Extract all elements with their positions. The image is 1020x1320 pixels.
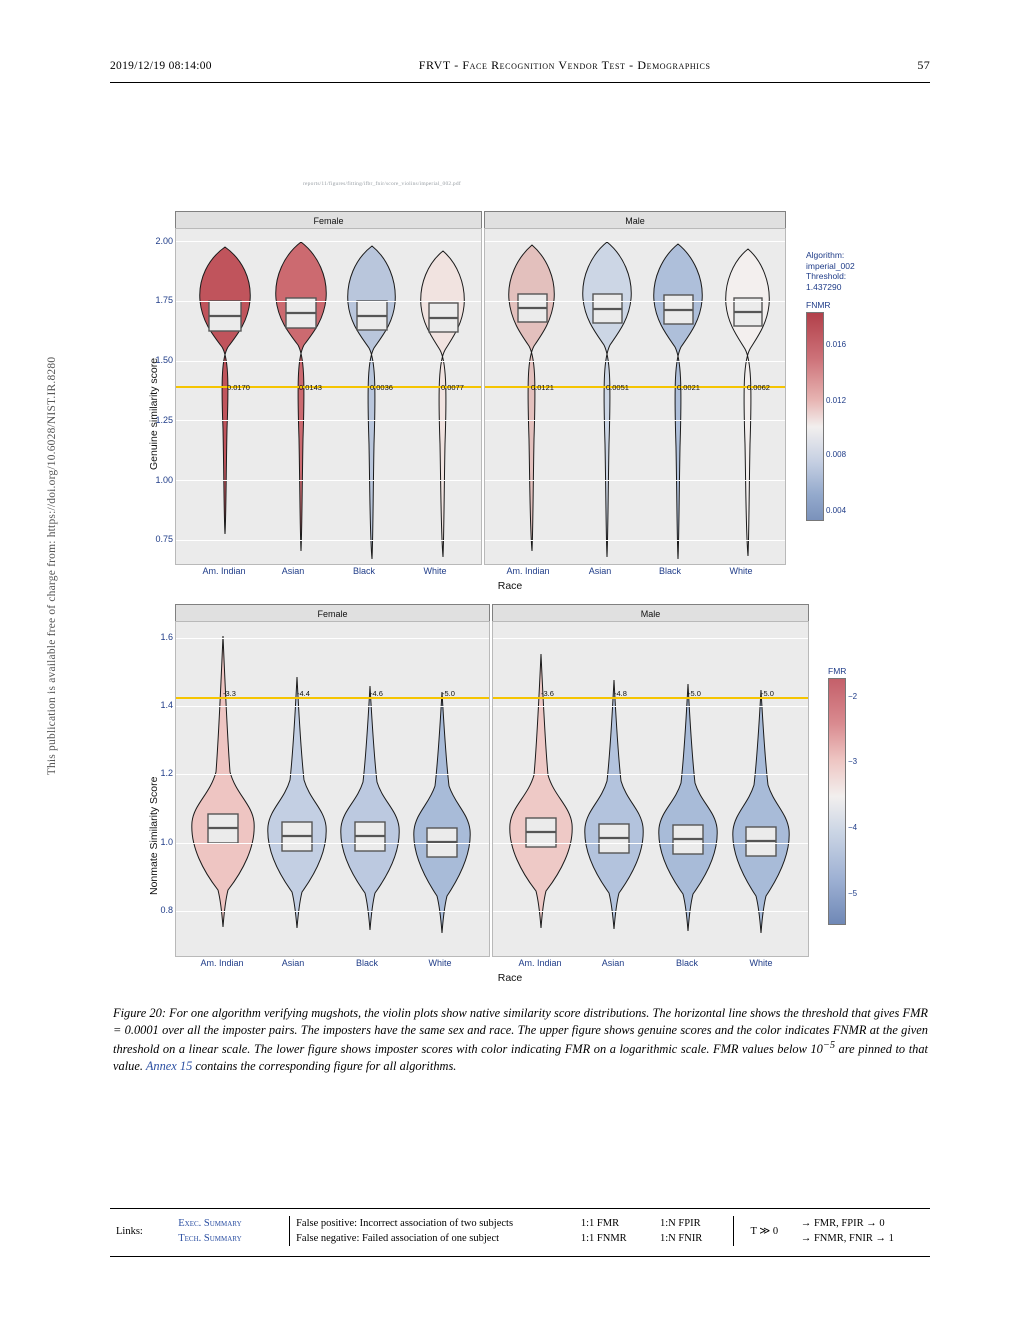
imposter-female-fmr-white: -5.0 (442, 689, 455, 698)
caption-label: Figure 20: (113, 1006, 166, 1020)
imposter-facet-strip-male: Male (492, 604, 809, 623)
figure-caption (113, 1005, 928, 1076)
imposter-xtick-female-white: White (428, 958, 452, 968)
footer-limit-2: → FNMR, FNIR → 1 (800, 1233, 894, 1245)
imposter-legend (828, 666, 928, 925)
footer-link-exec-summary[interactable]: Exec. Summary (178, 1218, 242, 1229)
genuine-male-fnmr-white: 0.0062 (747, 383, 770, 392)
genuine-xtick-male-white: White (729, 566, 753, 576)
imposter-xtick-male-black: Black (675, 958, 698, 968)
footer-def-2-desc: False negative: Failed association of one subject (290, 1231, 575, 1246)
imposter-male-violins (493, 622, 808, 956)
imposter-ytick-0.8: 0.8 (160, 905, 173, 915)
legend-fnmr-tick-1: 0.012 (826, 395, 847, 405)
legend-fnmr-tick-2: 0.008 (826, 449, 847, 459)
footer-def-2-one-to-n: 1:N FNIR (660, 1233, 703, 1245)
genuine-xtick-male-am-indian: Am. Indian (506, 566, 550, 576)
legend-fnmr-tick-0: 0.016 (826, 339, 847, 349)
publication-side-note: This publication is available free of charge from: https://doi.org/10.6028/NIST.IR.8280 (46, 356, 58, 776)
legend-fmr-tick-1: −3 (848, 757, 858, 766)
imposter-xtick-male-asian: Asian (601, 958, 625, 968)
header-date: 2019/12/19 08:14:00 (110, 60, 212, 72)
footer-def-1-one-to-one: 1:1 FMR (580, 1218, 620, 1229)
genuine-male-fnmr-am-indian: 0.0121 (531, 383, 554, 392)
footer-top-rule (110, 1208, 930, 1209)
imposter-xtick-male-am-indian: Am. Indian (518, 958, 562, 968)
imposter-female-violins (176, 622, 489, 956)
genuine-y-axis-title: Genuine similarity score (148, 357, 160, 470)
imposter-male-fmr-am-indian: -3.6 (541, 689, 554, 698)
genuine-female-threshold-line (176, 386, 481, 388)
caption-exponent: −5 (822, 1040, 835, 1052)
page-header (110, 58, 930, 73)
legend-algorithm-value: imperial_002 (806, 260, 855, 271)
genuine-facet-strip-female: Female (175, 211, 482, 230)
imposter-xtick-female-asian: Asian (281, 958, 305, 968)
imposter-male-fmr-black: -5.0 (688, 689, 701, 698)
genuine-male-threshold-line (485, 386, 785, 388)
legend-threshold-label: Threshold: (806, 271, 847, 282)
imposter-ytick-1.4: 1.4 (160, 700, 173, 710)
genuine-ytick-1.00: 1.00 (155, 475, 173, 485)
genuine-female-fnmr-am-indian: 0.0170 (227, 383, 250, 392)
page-footer (110, 1216, 930, 1246)
genuine-ytick-1.25: 1.25 (155, 415, 173, 425)
genuine-ytick-2.00: 2.00 (155, 236, 173, 246)
legend-fnmr-tick-3: 0.004 (826, 505, 847, 515)
imposter-female-fmr-black: -4.6 (370, 689, 383, 698)
footer-limit-label: T ≫ 0 (733, 1216, 795, 1246)
imposter-panel-female (175, 621, 490, 957)
caption-text-1: For one algorithm verifying mugshots, the violin plots show native similarity score distributions. The horizontal line shows the threshold that gives FMR = 0.0001 over all the imposter pairs. The imposters have the same sex and race. The upper figure shows genuine scores and the color indicates FNMR at the given threshold on a linear scale. The lower figure shows imposter scores with color indicating FMR on a logarithmic scale. FMR values below 10 (113, 1006, 928, 1057)
imposter-male-fmr-asian: -4.8 (614, 689, 627, 698)
figure-source-path: reports/11/figures/fitting/ifbr_fnir/score_violins/imperial_002.pdf (303, 181, 461, 187)
footer-links-label: Links: (116, 1225, 143, 1237)
genuine-female-fnmr-white: 0.0077 (441, 383, 464, 392)
legend-algorithm-label: Algorithm: (806, 250, 845, 260)
genuine-female-fnmr-asian: 0.0143 (299, 383, 322, 392)
imposter-female-fmr-asian: -4.4 (297, 689, 310, 698)
imposter-y-axis-title: Nonmate Similarity Score (148, 776, 160, 895)
header-rule (110, 82, 930, 83)
legend-fmr-tick-0: −2 (848, 692, 858, 701)
imposter-ytick-1.0: 1.0 (160, 837, 173, 847)
caption-text-3: contains the corresponding figure for all algorithms. (195, 1059, 457, 1074)
genuine-ytick-0.75: 0.75 (155, 534, 173, 544)
footer-def-1-one-to-n: 1:N FPIR (660, 1218, 701, 1229)
genuine-male-fnmr-asian: 0.0051 (606, 383, 629, 392)
genuine-x-axis-title: Race (497, 580, 523, 592)
genuine-xtick-male-asian: Asian (588, 566, 612, 576)
genuine-facet-strip-male: Male (484, 211, 786, 230)
caption-text-2: are pinned to that value. (113, 1042, 928, 1074)
legend-fmr-title: FMR (828, 666, 847, 676)
genuine-xtick-female-black: Black (352, 566, 375, 576)
genuine-xtick-female-am-indian: Am. Indian (202, 566, 246, 576)
page-number: 57 (917, 58, 930, 72)
footer-link-tech-summary[interactable]: Tech. Summary (178, 1233, 242, 1245)
genuine-male-fnmr-black: 0.0021 (677, 383, 700, 392)
genuine-ytick-1.50: 1.50 (155, 355, 173, 365)
imposter-female-fmr-am-indian: -3.3 (223, 689, 236, 698)
genuine-male-violins (485, 229, 785, 564)
imposter-ytick-1.6: 1.6 (160, 632, 173, 642)
genuine-legend (806, 250, 916, 521)
legend-fmr-tick-2: −4 (848, 823, 858, 832)
genuine-xtick-female-asian: Asian (281, 566, 305, 576)
genuine-xtick-male-black: Black (658, 566, 681, 576)
genuine-panel-female (175, 228, 482, 565)
imposter-x-axis-title: Race (497, 972, 523, 984)
genuine-female-violins (176, 229, 481, 564)
genuine-female-fnmr-black: 0.0036 (370, 383, 393, 392)
imposter-ytick-1.2: 1.2 (160, 768, 173, 778)
imposter-facet-strip-female: Female (175, 604, 490, 623)
annex-link[interactable]: Annex 15 (145, 1059, 193, 1074)
imposter-xtick-female-am-indian: Am. Indian (200, 958, 244, 968)
legend-threshold-value: 1.437290 (806, 281, 842, 292)
genuine-ytick-1.75: 1.75 (155, 295, 173, 305)
footer-bottom-rule (110, 1256, 930, 1257)
imposter-male-fmr-white: -5.0 (761, 689, 774, 698)
legend-fmr-tick-3: −5 (848, 889, 858, 898)
imposter-xtick-male-white: White (749, 958, 773, 968)
footer-def-2-one-to-one: 1:1 FNMR (580, 1233, 627, 1245)
genuine-panel-male (484, 228, 786, 565)
legend-fnmr-title: FNMR (806, 299, 831, 310)
footer-limit-1: → FMR, FPIR → 0 (800, 1218, 885, 1229)
imposter-panel-male (492, 621, 809, 957)
header-title: FRVT - Face Recognition Vendor Test - Demographics (418, 58, 711, 72)
imposter-xtick-female-black: Black (355, 958, 378, 968)
genuine-xtick-female-white: White (423, 566, 447, 576)
footer-def-1-desc: False positive: Incorrect association of two subjects (290, 1216, 575, 1231)
